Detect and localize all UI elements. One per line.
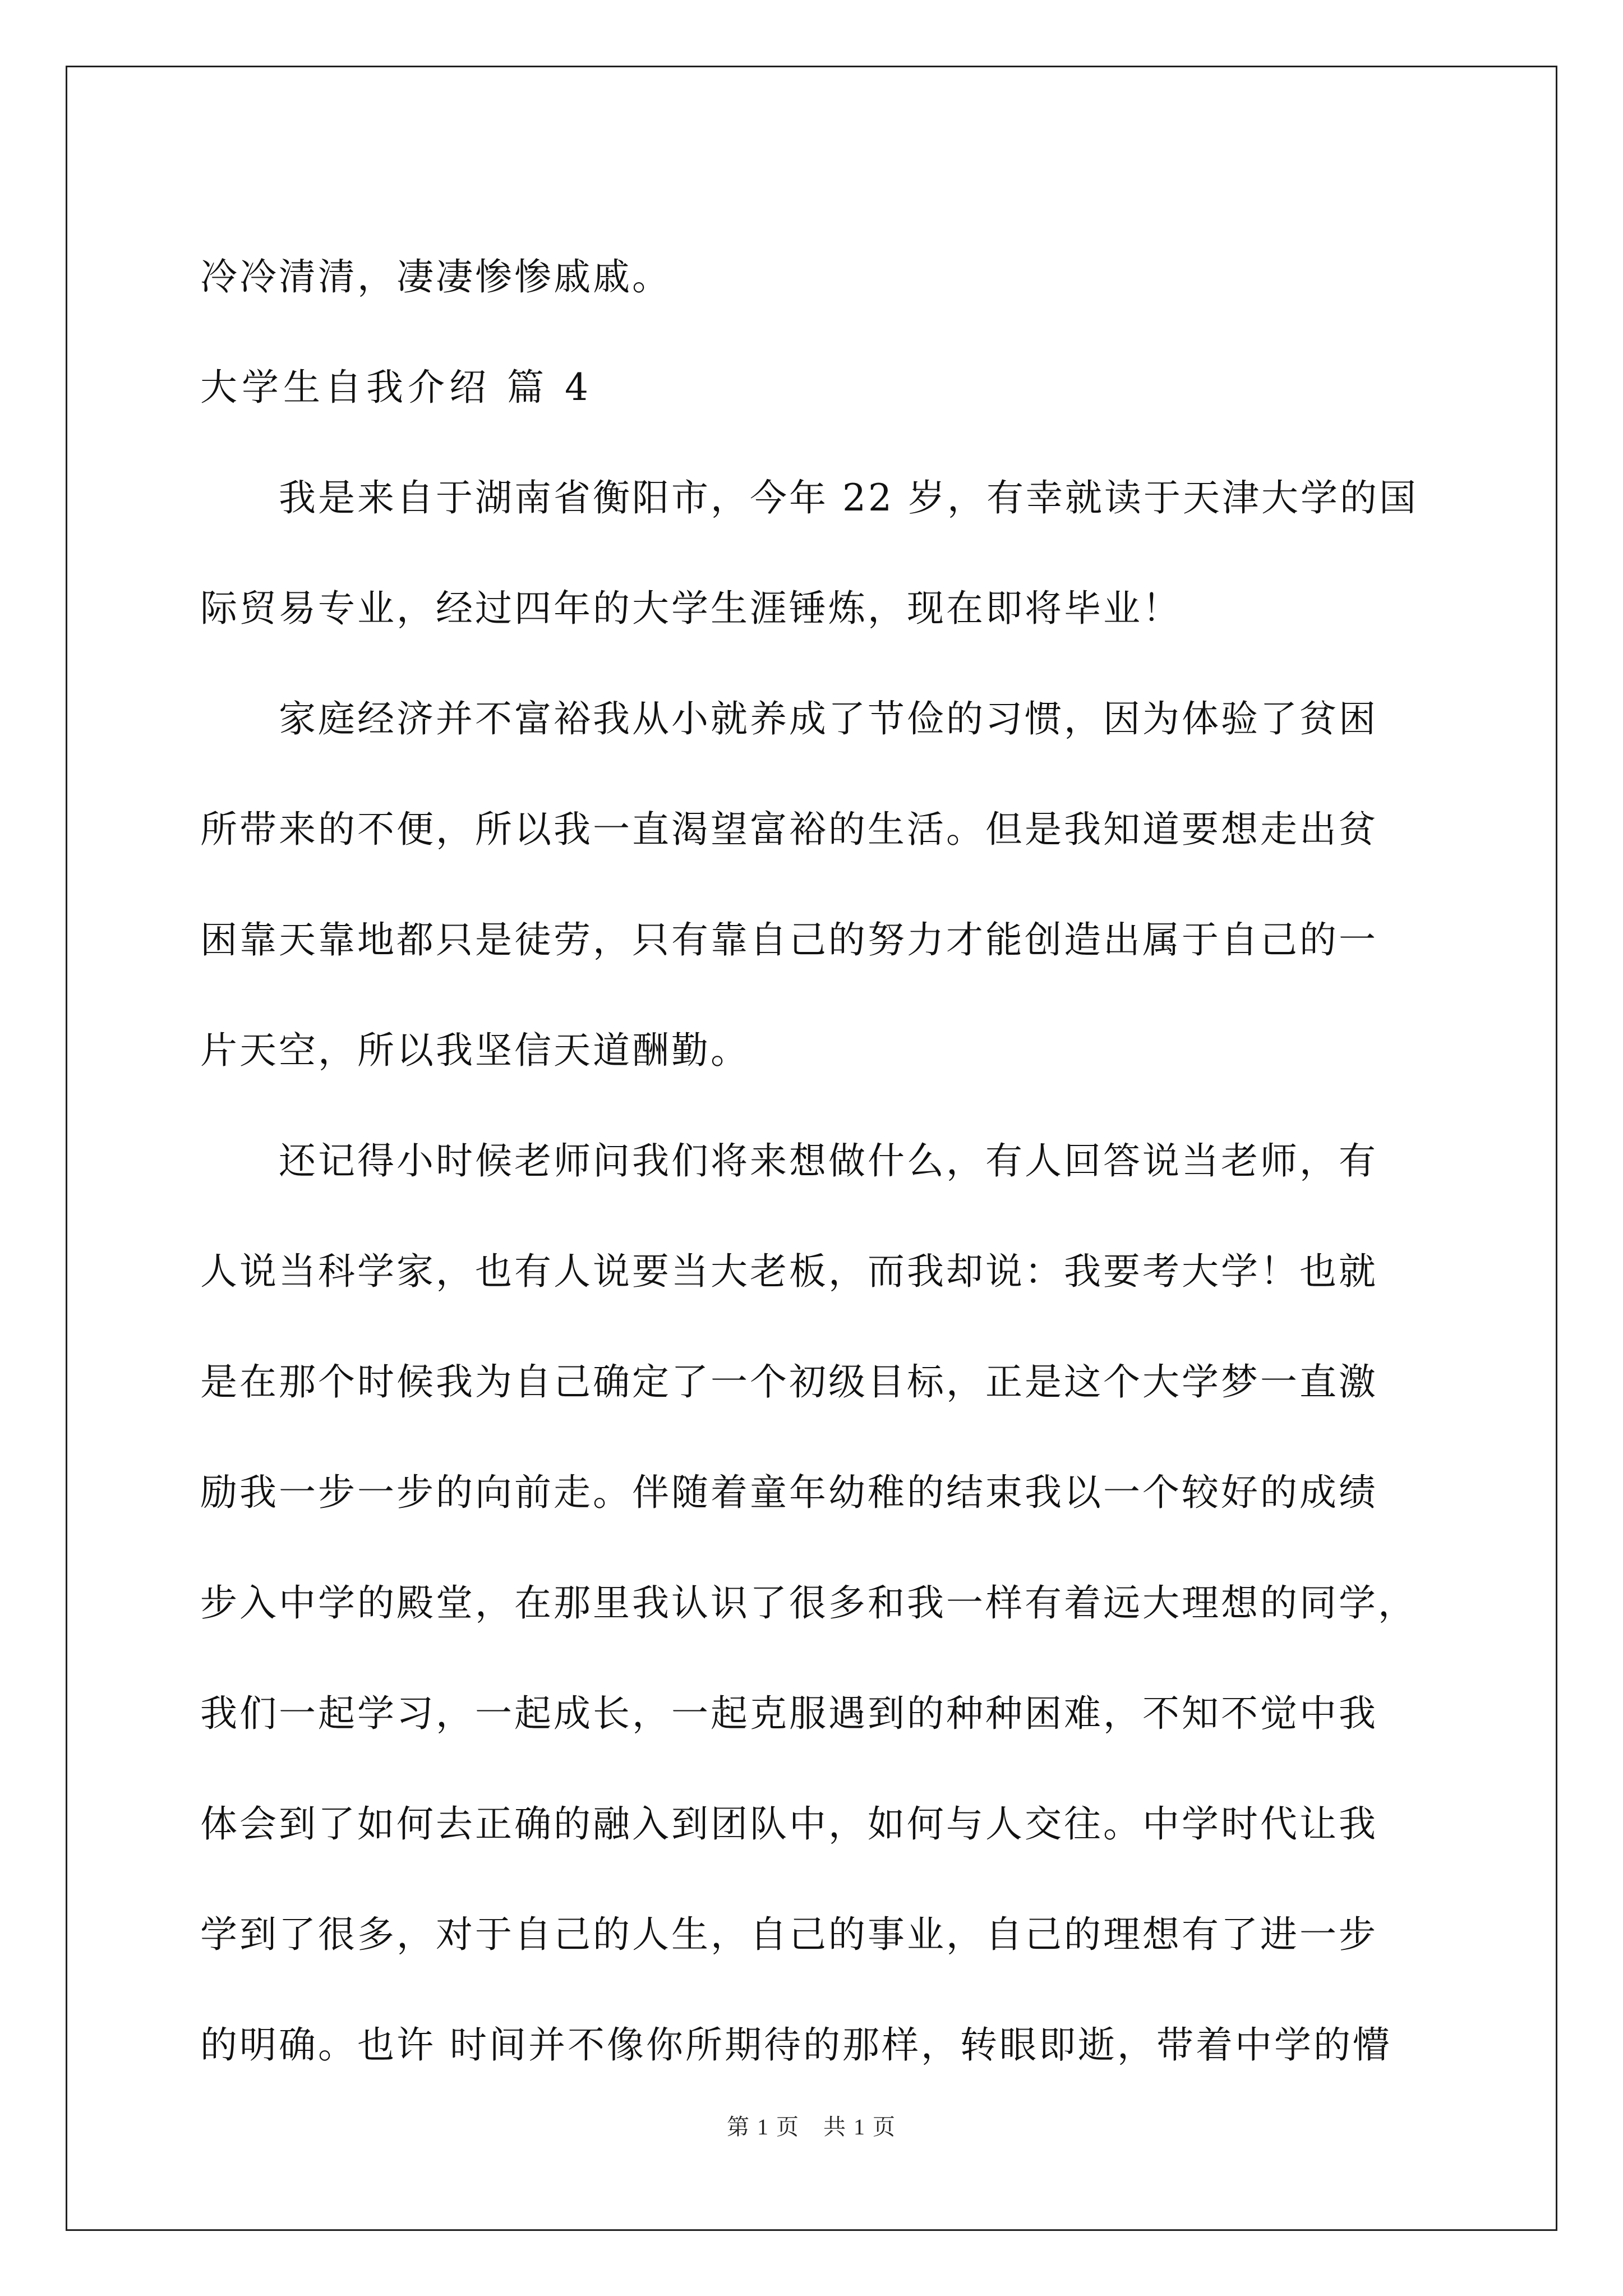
text-line: 学到了很多，对于自己的人生，自己的事业，自己的理想有了进一步: [200, 1913, 1378, 1956]
text-line: 际贸易专业，经过四年的大学生涯锤炼，现在即将毕业！: [200, 587, 1182, 630]
text-line: 还记得小时候老师问我们将来想做什么，有人回答说当老师，有: [200, 1139, 1378, 1182]
document-body: [200, 222, 1428, 2100]
page-footer: 第 1 页 共 1 页: [727, 2114, 896, 2139]
text-line: 人说当科学家，也有人说要当大老板，而我却说：我要考大学！也就: [200, 1250, 1378, 1293]
text-line: 体会到了如何去正确的融入到团队中，如何与人交往。中学时代让我: [200, 1802, 1378, 1846]
text-line: 的明确。也许 时间并不像你所期待的那样，转眼即逝，带着中学的懵: [200, 2023, 1392, 2067]
text-line: 是在那个时候我为自己确定了一个初级目标，正是这个大学梦一直激: [200, 1360, 1378, 1404]
section-heading: 大学生自我介绍 篇 4: [200, 366, 593, 409]
text-line: 励我一步一步的向前走。伴随着童年幼稚的结束我以一个较好的成绩: [200, 1471, 1378, 1514]
text-line: 所带来的不便，所以我一直渴望富裕的生活。但是我知道要想走出贫: [200, 808, 1378, 851]
text-line: 片天空，所以我坚信天道酬勤。: [200, 1029, 750, 1072]
text-line: 我是来自于湖南省衡阳市，今年 22 岁，有幸就读于天津大学的国: [200, 476, 1418, 519]
text-line: 步入中学的殿堂，在那里我认识了很多和我一样有着远大理想的同学，: [200, 1581, 1417, 1625]
text-line: 冷冷清清，凄凄惨惨戚戚。: [200, 255, 671, 298]
text-line: 我们一起学习，一起成长，一起克服遇到的种种困难，不知不觉中我: [200, 1692, 1378, 1735]
text-line: 家庭经济并不富裕我从小就养成了节俭的习惯，因为体验了贫困: [200, 697, 1378, 740]
text-line: 困靠天靠地都只是徒劳，只有靠自己的努力才能创造出属于自己的一: [200, 918, 1378, 961]
